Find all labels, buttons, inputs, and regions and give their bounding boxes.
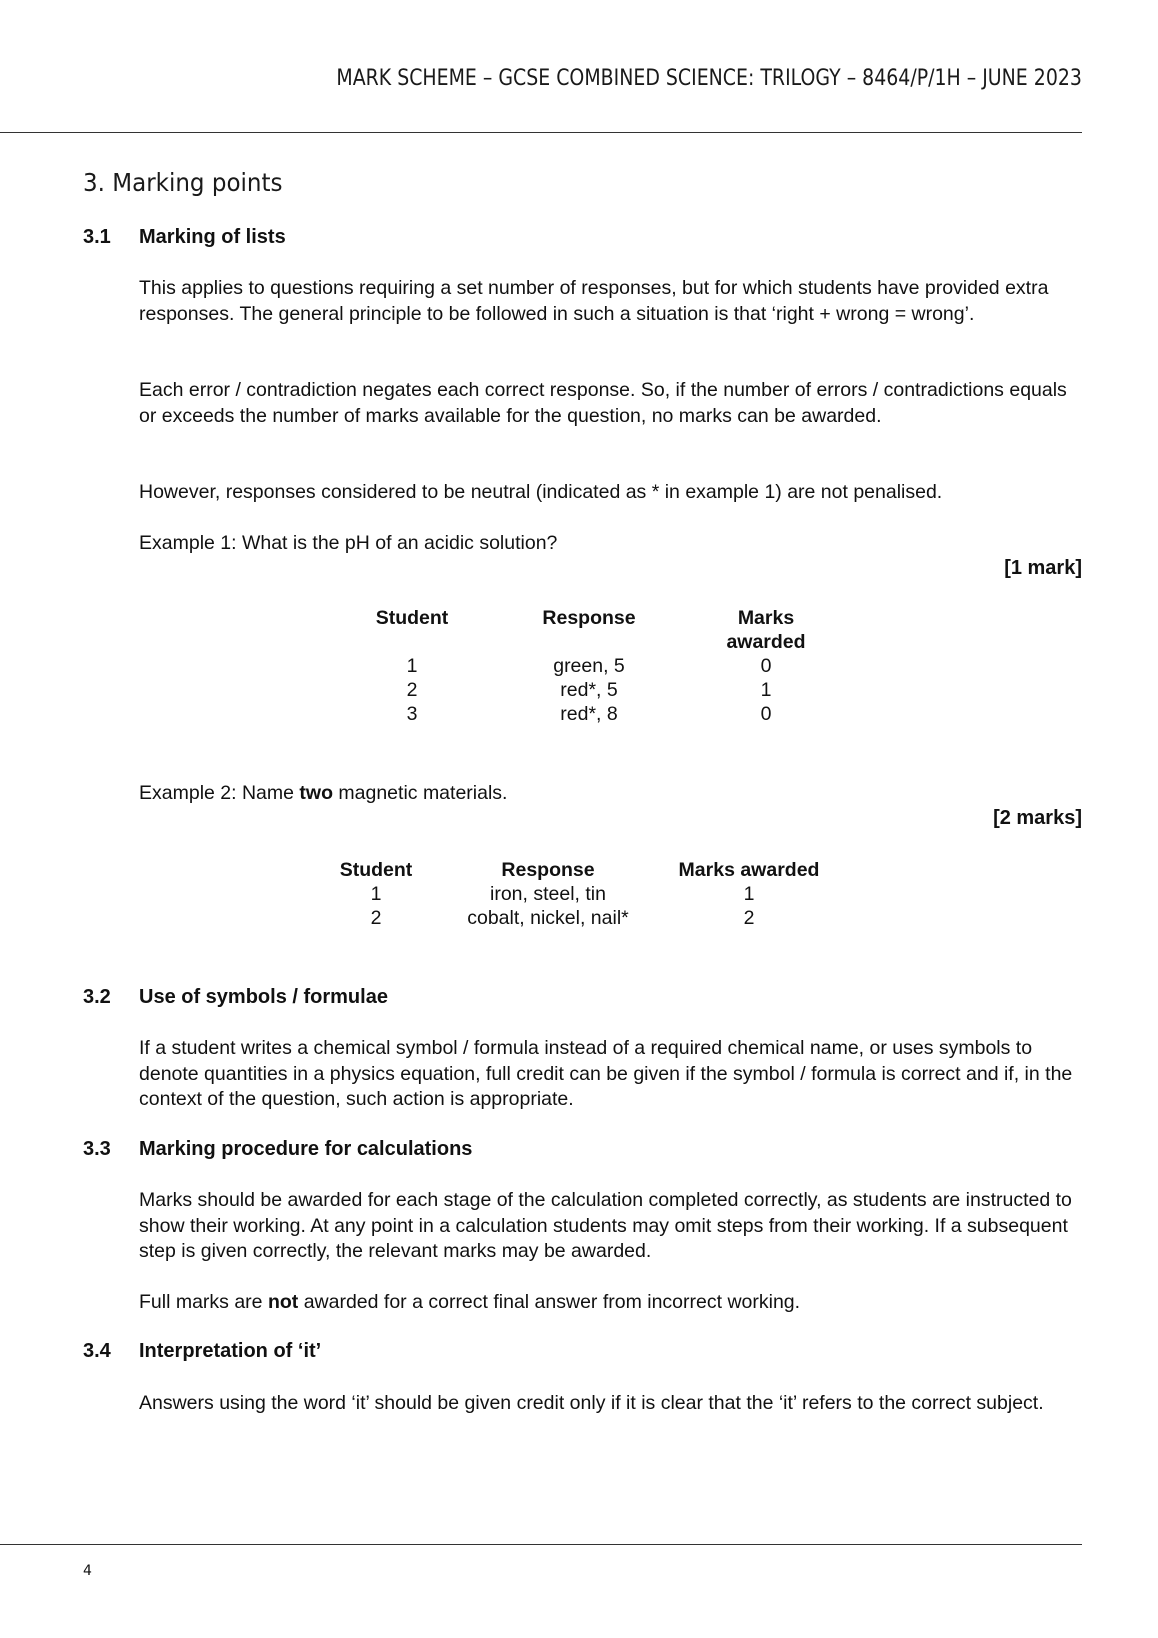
cell-student: 2: [406, 679, 418, 701]
table-row: [358, 702, 820, 726]
subsection-heading-3-1: [83, 226, 286, 249]
cell-response: red*, 5: [560, 679, 618, 701]
question-emphasis: two: [299, 782, 333, 804]
subsection-number: 3.1: [83, 226, 111, 248]
column-header-student: Student: [339, 859, 413, 881]
cell-marks: 1: [743, 883, 755, 905]
column-header-response: Response: [542, 607, 636, 629]
paragraph: However, responses considered to be neutral (indicated as * in example 1) are not penalised.: [139, 481, 943, 503]
paragraph: Marks should be awarded for each stage of the calculation completed correctly, as students are instructed to show their working. At any point in a calculation students may omit steps from their working. If a subsequent step is given correctly, the relevant marks may be awarded.: [139, 1189, 1072, 1262]
subsection-number: 3.3: [83, 1138, 111, 1160]
section-title: 3. Marking points: [83, 168, 283, 197]
cell-response: cobalt, nickel, nail*: [467, 907, 629, 929]
cell-marks: 0: [760, 655, 772, 677]
table-row: [358, 654, 820, 678]
example-2-question: [139, 781, 1079, 807]
column-header-student: Student: [375, 607, 449, 629]
subsection-heading-3-3: [83, 1138, 472, 1161]
paragraph-emphasis: not: [267, 1291, 299, 1313]
cell-student: 1: [370, 883, 382, 905]
header-divider: [0, 132, 1082, 133]
subsection-title: Marking procedure for calculations: [139, 1138, 473, 1160]
table-header-row: [322, 858, 832, 882]
example-2-marks: [2 marks]: [993, 807, 1082, 829]
subsection-title: Interpretation of ‘it’: [139, 1340, 322, 1362]
cell-response: iron, steel, tin: [490, 883, 606, 905]
table-row: [322, 882, 832, 906]
question-text: Example 2: Name: [139, 782, 300, 804]
subsection-title: Marking of lists: [139, 226, 286, 248]
paragraph-text: awarded for a correct final answer from incorrect working.: [298, 1291, 801, 1313]
paragraph-text: Full marks are: [139, 1291, 268, 1313]
table-row: [322, 906, 832, 930]
cell-student: 3: [406, 703, 418, 725]
page-number: 4: [83, 1563, 92, 1579]
example-2-table: [322, 858, 832, 930]
cell-marks: 0: [760, 703, 772, 725]
cell-response: green, 5: [553, 655, 625, 677]
document-header-title: MARK SCHEME – GCSE COMBINED SCIENCE: TRILOGY – 8464/P/1H – JUNE 2023: [336, 66, 1082, 91]
cell-student: 1: [406, 655, 418, 677]
cell-marks: 1: [760, 679, 772, 701]
cell-student: 2: [370, 907, 382, 929]
example-1-question: Example 1: What is the pH of an acidic solution?: [139, 532, 558, 554]
column-header-response: Response: [501, 859, 595, 881]
question-text: magnetic materials.: [332, 782, 508, 804]
subsection-number: 3.4: [83, 1340, 111, 1362]
column-header-marks: Marks awarded: [678, 859, 820, 881]
subsection-number: 3.2: [83, 986, 111, 1008]
cell-marks: 2: [743, 907, 755, 929]
cell-response: red*, 8: [560, 703, 618, 725]
table-row: [358, 678, 820, 702]
example-1-table: [358, 606, 820, 726]
example-1-marks: [1 mark]: [1004, 557, 1082, 579]
paragraph: [139, 1290, 1079, 1316]
subsection-title: Use of symbols / formulae: [139, 986, 388, 1008]
column-header-marks: Marks awarded: [726, 607, 806, 653]
footer-divider: [0, 1544, 1082, 1545]
subsection-heading-3-2: [83, 986, 388, 1009]
paragraph: If a student writes a chemical symbol / formula instead of a required chemical name, or uses symbols to denote quantities in a physics equation, full credit can be given if the symbol / formula is correct and if, in the context of the question, such action is appropriate.: [139, 1037, 1073, 1110]
paragraph: Answers using the word ‘it’ should be given credit only if it is clear that the ‘it’ refers to the correct subject.: [139, 1392, 1044, 1414]
subsection-heading-3-4: [83, 1340, 321, 1363]
paragraph: This applies to questions requiring a set number of responses, but for which students have provided extra responses. The general principle to be followed in such a situation is that ‘right + wrong = wrong’.: [139, 277, 1049, 325]
paragraph: Each error / contradiction negates each correct response. So, if the number of errors / contradictions equals or exceeds the number of marks available for the question, no marks can be awarded.: [139, 379, 1067, 427]
table-header-row: [358, 606, 820, 654]
